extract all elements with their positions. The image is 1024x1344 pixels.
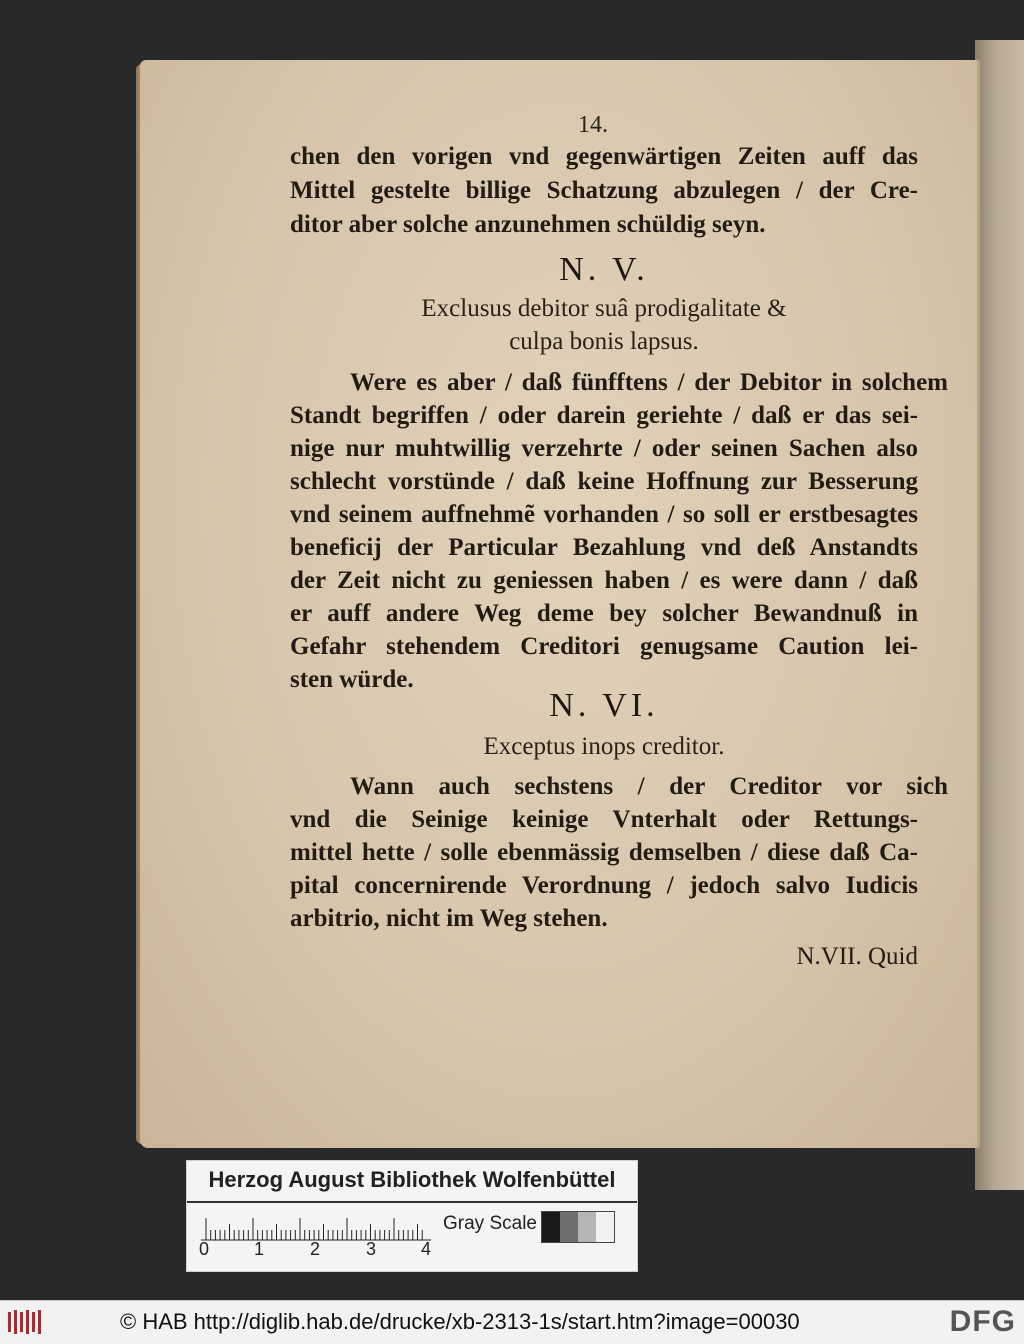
text-line: schlecht vorstünde / daß keine Hoffnung zur Besserung bbox=[290, 468, 918, 495]
text-line: er auff andere Weg deme bey solcher Bewandnuß in bbox=[290, 600, 918, 627]
text-line: Were es aber / daß fünfftens / der Debitor in solchem bbox=[350, 369, 948, 396]
text-line: pital concernirende Verordnung / jedoch salvo Iudicis bbox=[290, 872, 918, 899]
hab-logo-icon bbox=[6, 1308, 44, 1336]
text-line: ditor aber solche anzunehmen schüldig seyn. bbox=[290, 211, 766, 238]
ruler-label: 3 bbox=[366, 1239, 377, 1259]
text-line: vnd die Seinige keinige Vnterhalt oder Rettungs- bbox=[290, 806, 918, 833]
text-line: Mittel gestelte billige Schatzung abzulegen / der Cre- bbox=[290, 177, 918, 204]
library-name: Herzog August Bibliothek Wolfenbüttel bbox=[208, 1167, 616, 1192]
section-heading-vi: N. VI. bbox=[549, 687, 659, 724]
text-line: vnd seinem auffnehmẽ vorhanden / so soll er erstbesagtes bbox=[290, 501, 918, 528]
section-summary: Exceptus inops creditor. bbox=[483, 733, 725, 760]
page-number: 14. bbox=[578, 112, 608, 138]
footer-bar bbox=[0, 1300, 1024, 1344]
gray-swatch bbox=[542, 1212, 560, 1242]
ruler-label: 0 bbox=[199, 1239, 210, 1259]
gray-swatch bbox=[578, 1212, 596, 1242]
ruler-label: 1 bbox=[254, 1239, 265, 1259]
text-line: Standt begriffen / oder darein geriehte / daß er das sei- bbox=[290, 402, 918, 429]
text-line: beneficij der Particular Bezahlung vnd deß Anstandts bbox=[290, 534, 918, 561]
attribution-link[interactable]: © HAB http://diglib.hab.de/drucke/xb-2313-1s/start.htm?image=00030 bbox=[120, 1309, 800, 1334]
text-line: Wann auch sechstens / der Creditor vor sich bbox=[350, 773, 948, 800]
section-heading-v: N. V. bbox=[559, 251, 649, 288]
ruler-label: 4 bbox=[421, 1239, 432, 1259]
text-line: mittel hette / solle ebenmässig demselben / diese daß Ca- bbox=[290, 839, 918, 866]
text-line: der Zeit nicht zu geniessen haben / es were dann / daß bbox=[290, 567, 918, 594]
gray-swatch bbox=[596, 1212, 614, 1242]
dfg-logo: DFG bbox=[949, 1305, 1016, 1338]
color-reference-card bbox=[186, 1160, 638, 1272]
card-divider bbox=[187, 1201, 637, 1203]
text-line: chen den vorigen vnd gegenwärtigen Zeiten auff das bbox=[290, 143, 918, 170]
section-summary: culpa bonis lapsus. bbox=[509, 328, 699, 355]
facing-page-edge bbox=[975, 40, 1024, 1190]
gray-swatch bbox=[560, 1212, 578, 1242]
gray-scale-bar bbox=[541, 1211, 615, 1243]
ruler-scale bbox=[201, 1211, 431, 1241]
text-line: arbitrio, nicht im Weg stehen. bbox=[290, 905, 608, 932]
gray-scale-label: Gray Scale bbox=[443, 1213, 537, 1234]
text-line: nige nur muhtwillig verzehrte / oder seinen Sachen also bbox=[290, 435, 918, 462]
catchword: N.VII. Quid bbox=[796, 943, 918, 970]
text-line: Gefahr stehendem Creditori genugsame Caution lei- bbox=[290, 633, 918, 660]
text-line: sten würde. bbox=[290, 666, 414, 693]
ruler-label: 2 bbox=[310, 1239, 321, 1259]
section-summary: Exclusus debitor suâ prodigalitate & bbox=[421, 295, 787, 322]
